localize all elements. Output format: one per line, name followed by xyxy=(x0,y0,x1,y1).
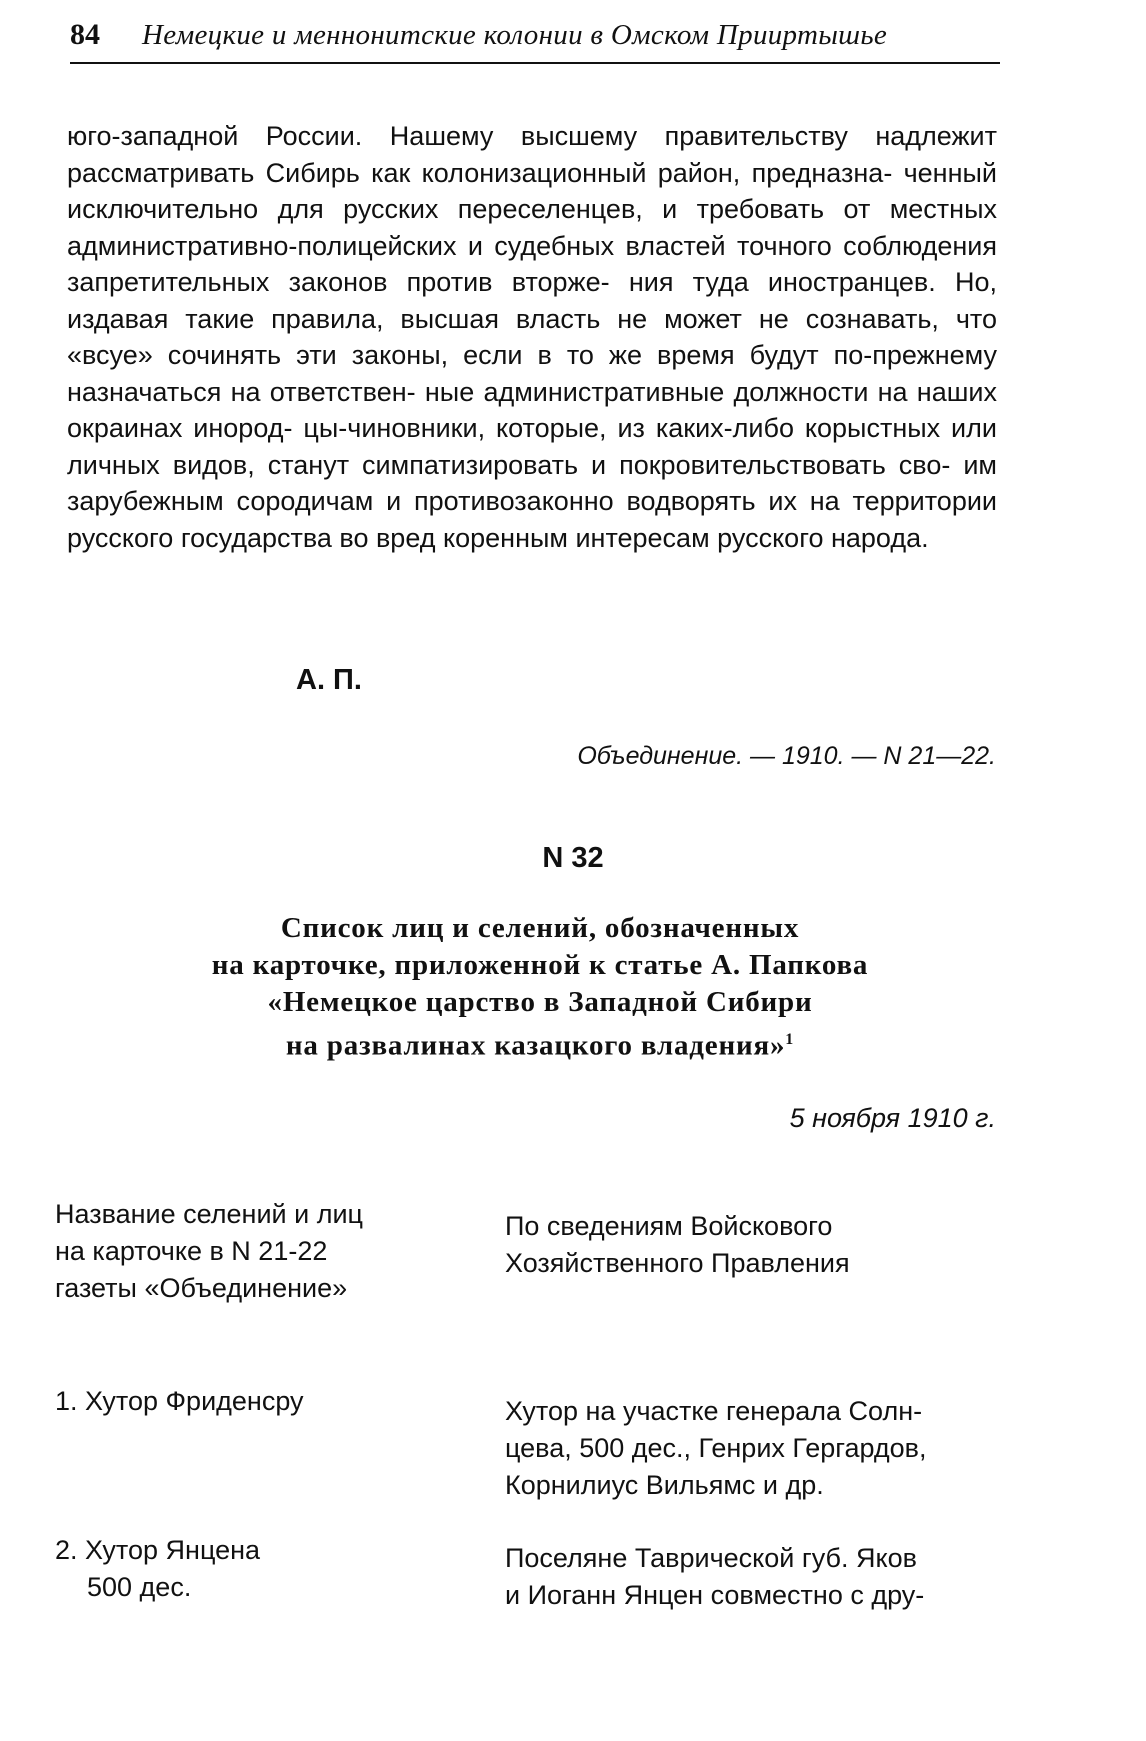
table-header-line: на карточке в N 21-22 xyxy=(55,1236,328,1266)
article-line: видов, станут симпатизировать и покровительствовать сво- xyxy=(172,449,951,480)
article-signature: А. П. xyxy=(296,664,362,696)
table-cell-line: 1. Хутор Фриденсру xyxy=(55,1386,304,1416)
article-line: то же время будут по-прежнему назначаться на ответствен- xyxy=(67,340,997,407)
table-header-line: Название селений и лиц xyxy=(55,1199,364,1229)
article-line: не может не сознавать, что «всуе» сочинять эти законы, если в xyxy=(67,303,997,370)
footnote-mark: 1 xyxy=(785,1031,795,1048)
article-line: им зарубежным сородичам и противозаконно водворять их на xyxy=(67,449,997,516)
title-line: на карточке, приложенной к статье А. Папкова xyxy=(211,949,869,981)
table-row-1-left xyxy=(55,1383,455,1420)
article-line: русского народа. xyxy=(717,522,929,553)
article-line: от местных административно-полицейских и судебных властей xyxy=(67,194,997,261)
article-source: Объединение. — 1910. — N 21—22. xyxy=(577,742,996,770)
page-header xyxy=(70,18,1000,64)
table-header-right xyxy=(505,1208,1005,1282)
article-line: цы-чиновники, которые, из каких-либо корыстных или личных xyxy=(67,413,997,480)
table-header-line: газеты «Объединение» xyxy=(55,1273,348,1303)
running-title: Немецкие и меннонитские колонии в Омском Прииртышье xyxy=(142,19,888,51)
page-number: 84 xyxy=(70,18,100,51)
article-line: точного соблюдения запретительных законов против вторже- xyxy=(67,230,997,297)
table-row-2-right xyxy=(505,1540,1005,1614)
table-row-2-left xyxy=(55,1532,455,1606)
document-number: N 32 xyxy=(542,842,604,874)
article-line: юго-западной России. Нашему высшему правительству надлежит xyxy=(67,121,997,151)
title-line-last xyxy=(80,1021,1000,1065)
article-text xyxy=(67,118,997,556)
table-cell-line: 500 дес. xyxy=(87,1572,192,1602)
table-cell-line: цева, 500 дес., Генрих Гергардов, xyxy=(505,1433,927,1463)
table-cell-line: Хутор на участке генерала Солн- xyxy=(505,1396,923,1426)
title-line: Список лиц и селений, обозначенных xyxy=(280,912,800,944)
table-cell-line: Корнилиус Вильямс и др. xyxy=(505,1470,824,1500)
article-line: ные административные должности на наших окраинах инород- xyxy=(67,376,997,443)
article-line: территории русского государства во вред коренным интересам xyxy=(67,486,997,553)
article-line: ченный исключительно для русских переселенцев, и требовать xyxy=(67,157,997,224)
document-title xyxy=(80,910,1000,1065)
title-line: «Немецкое царство в Западной Сибири xyxy=(267,986,813,1018)
table-header-line: Хозяйственного Правления xyxy=(505,1248,850,1278)
table-cell-line: и Иоганн Янцен совместно с дру- xyxy=(505,1580,925,1610)
table-cell-line: 2. Хутор Янцена xyxy=(55,1535,261,1565)
table-header-left xyxy=(55,1196,455,1307)
article-line: рассматривать Сибирь как колонизационный район, предназна- xyxy=(67,157,893,188)
table-header-line: По сведениям Войскового xyxy=(505,1211,833,1241)
article-line: ния туда иностранцев. Но, издавая такие правила, высшая власть xyxy=(67,267,997,334)
table-row-1-right xyxy=(505,1393,1005,1504)
table-cell-line: Поселяне Таврической губ. Яков xyxy=(505,1543,917,1573)
title-line: на развалинах казацкого владения» xyxy=(285,1029,786,1062)
document-date: 5 ноября 1910 г. xyxy=(789,1103,996,1133)
